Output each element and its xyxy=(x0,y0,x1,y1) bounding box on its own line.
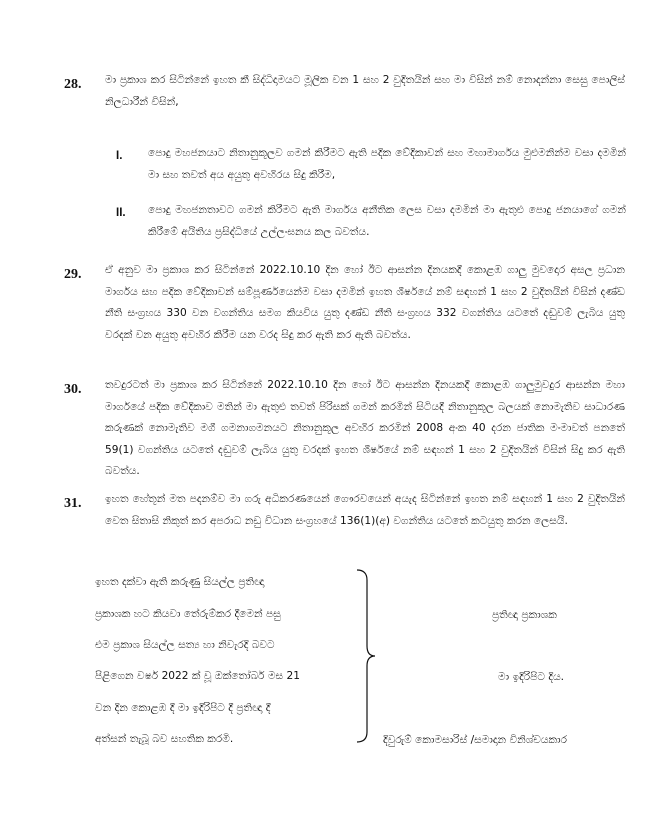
attestation-line-1: ඉහත දක්වා ඇති කරුණු සියල්ල ප්‍රතිඥා xyxy=(95,576,265,588)
paragraph-29-text: ඒ අනුව මා ප්‍රකාශ කර සිටින්නේ 2022.10.10 දින හෝ ඊට ආසන්න දිනයකදී කොළඹ ගාලු මුවදොර අසල ප්‍රධාන මාර්ගය සහ පදික වේදිකාවන් සම්පූර්ණයෙන්ම වසා දමමින් ඉහත ශීර්ෂයේ නම් සඳහන් 1 සහ 2 වුදිතයින් විසින් දණ්ඩ නීති සංග්‍රහය 330 වන වගන්තිය සමග කියවිය යුතු දණ්ඩ නීති සංග්‍රහය 332 වගන්තිය යටතේ දඬුවම් ලැබිය යුතු වරදක් වන අයුතු අවහිර කිරීම යන වරද සිදු කර ඇති කර ඇති බවත්ය. xyxy=(105,264,625,341)
before-me-label: මා ඉදිරිපිට දිය. xyxy=(498,671,565,683)
attestation-line-4: පිළිගෙන වර්ෂ 2022 ක් වූ ඔක්තෝබර් මස 21 xyxy=(95,670,301,682)
paragraph-number-29: 29. xyxy=(64,267,82,282)
declarant-label: ප්‍රතිඥා ප්‍රකාශක xyxy=(492,609,557,621)
item-2-label: II. xyxy=(116,207,126,219)
curly-brace xyxy=(355,568,377,744)
paragraph-number-28: 28. xyxy=(64,77,82,92)
item-2-text: පොදු මහජනතාවට ගමන් කිරීමට ඇති මාර්ගය අනීතික ලෙස වසා දමමින් මා ඇතුළු පොදු ජනයාගේ ගමන් කිරීමේ අයිතිය ප්‍රසිද්ධියේ උල්ලංඝනය කල බවත්ය. xyxy=(148,204,626,238)
attestation-line-5: වන දින කොළඹ දී මා ඉදිරිපිට දී ප්‍රතිඥා දී xyxy=(95,702,271,714)
paragraph-28-text: මා ප්‍රකාශ කර සිටින්නේ ඉහත කී සිද්ධිදාමයට මූලික වන 1 සහ 2 වුදිතයින් සහ මා විසින් නම් නොදන්නා සෙසු පොලිස් නිලධාරීන් විසින්, xyxy=(105,74,625,108)
attestation-line-2: ප්‍රකාශක හට කියවා තේරුම්කර දීමෙන් පසු xyxy=(95,608,281,620)
paragraph-31-text: ඉහත හේතූන් මත පදනම්ව මා ගරු අධිකරණයෙන් ගෞරවයෙන් අයැද සිටින්නේ ඉහත නම් සඳහන් 1 සහ 2 වුදිතයින් වෙත සිතාසි නිකුත් කර අපරාධ නඩු විධාන සංග්‍රහයේ 136(1)(අ) වගන්තිය යටතේ කටයුතු කරන ලෙසයි. xyxy=(105,493,625,527)
attestation-line-3: එම ප්‍රකාශ සියල්ල සත්‍ය හා නිවැරදි බවට xyxy=(95,639,275,651)
paragraph-30-text: තවදුරටත් මා ප්‍රකාශ කර සිටින්නේ 2022.10.10 දින හෝ ඊට ආසන්න දිනයකදී කොළඹ ගාලුමුවදුර ආසන්න මහා මාර්ගයේ පදික වේදිකාව මතින් මා ඇතුළු තවත් පිරිසක් ගමන් කරමින් සිටියදී නිතානුකූල බලයක් නොමැතිව සාධාරණ කරුණක් නොමැතිව මගී ගමනාගමනයට නිතානුකූල අවහිර කරමින් 2008 අංක 40 දරන ජාතික මංමාවත් පනතේ 59(1) වගන්තිය යටතේ දඬුවම් ලැබිය යුතු වරදක් ඉහත ශීර්ෂයේ නම් සඳහන් 1 සහ 2 වුදිතයින් විසින් සිදු කර ඇති බවත්ය. xyxy=(105,379,625,478)
commissioner-label: දිවුරුම් කොමසාරිස් /සමාදාන විනිශ්චයකාර xyxy=(383,734,568,746)
paragraph-number-31: 31. xyxy=(64,496,82,511)
item-1-label: I. xyxy=(116,150,123,162)
paragraph-number-30: 30. xyxy=(64,382,82,397)
attestation-line-6: අත්සන් තැබූ බව සහතික කරමි. xyxy=(95,733,234,745)
item-1-text: පොදු මහජනයාට නිතානුකූලව ගමන් කිරීමට ඇති පදික වේදිකාවන් සහ මහාමාර්ගය මුළුමනින්ම වසා දමමින් මා සහ තවත් අය අයුතු අවහිරය සිදු කිරීම, xyxy=(148,147,626,181)
